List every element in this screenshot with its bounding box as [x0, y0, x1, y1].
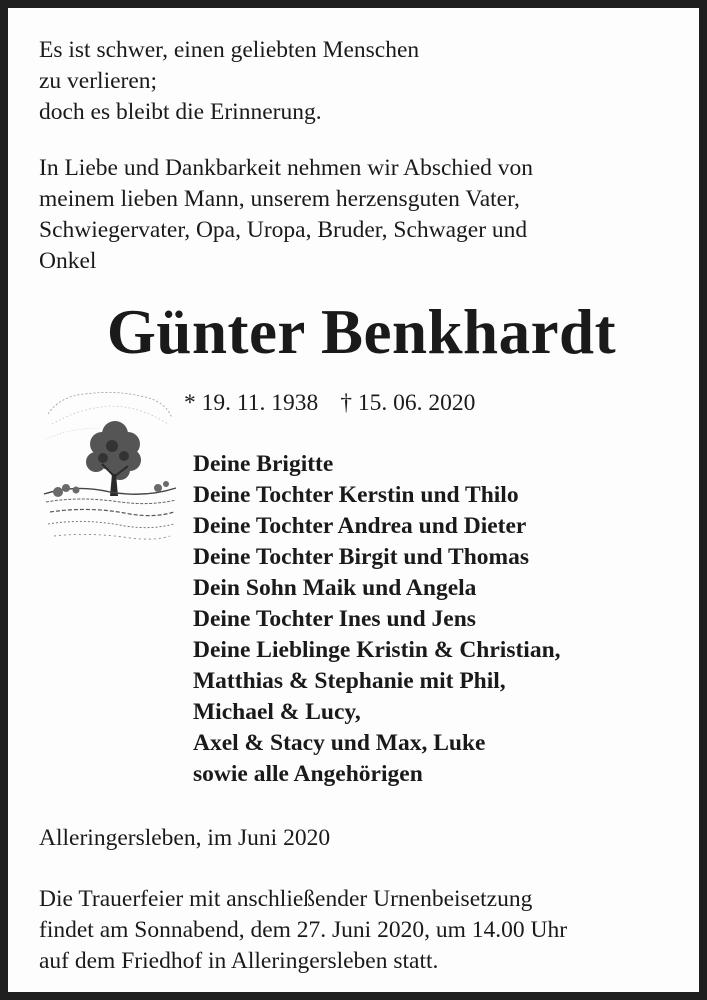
mourners-list	[193, 449, 561, 790]
mourner-line: Dein Sohn Maik und Angela	[193, 575, 477, 601]
farewell-intro	[39, 153, 684, 277]
mourner-line: Axel & Stacy und Max, Luke	[193, 730, 486, 756]
place-and-date	[39, 823, 639, 854]
motto-line: doch es bleibt die Erinnerung.	[39, 99, 322, 125]
tree-landscape-illustration-icon	[40, 384, 180, 554]
deceased-name: Günter Benkhardt	[106, 297, 617, 367]
service-line: auf dem Friedhof in Alleringersleben statt.	[39, 948, 439, 974]
death-date: † 15. 06. 2020	[340, 390, 476, 416]
motto-line: zu verlieren;	[39, 68, 158, 94]
mourner-line: Deine Tochter Birgit und Thomas	[193, 544, 530, 570]
funeral-service-info	[39, 884, 684, 977]
service-line: findet am Sonnabend, dem 27. Juni 2020, um 14.00 Uhr	[39, 917, 568, 943]
life-dates	[184, 388, 475, 418]
mourner-line: Michael & Lucy,	[193, 699, 361, 725]
mourner-line: Deine Tochter Andrea und Dieter	[193, 513, 527, 539]
birth-date: * 19. 11. 1938	[184, 390, 319, 416]
mourner-line: Deine Brigitte	[193, 451, 334, 477]
intro-line: In Liebe und Dankbarkeit nehmen wir Abschied von	[39, 155, 534, 181]
motto-verse	[39, 35, 639, 128]
mourner-line: Deine Tochter Kerstin und Thilo	[193, 482, 519, 508]
mourner-line: Deine Tochter Ines und Jens	[193, 606, 476, 632]
mourner-line: Deine Lieblinge Kristin & Christian,	[193, 637, 561, 663]
intro-line: meinem lieben Mann, unserem herzensguten Vater,	[39, 186, 520, 212]
service-line: Die Trauerfeier mit anschließender Urnenbeisetzung	[39, 886, 533, 912]
intro-line: Onkel	[39, 248, 97, 274]
mourner-line: sowie alle Angehörigen	[193, 761, 423, 787]
intro-line: Schwiegervater, Opa, Uropa, Bruder, Schwager und	[39, 217, 528, 243]
place-date-line: Alleringersleben, im Juni 2020	[39, 825, 331, 851]
mourner-line: Matthias & Stephanie mit Phil,	[193, 668, 506, 694]
motto-line: Es ist schwer, einen geliebten Menschen	[39, 37, 420, 63]
